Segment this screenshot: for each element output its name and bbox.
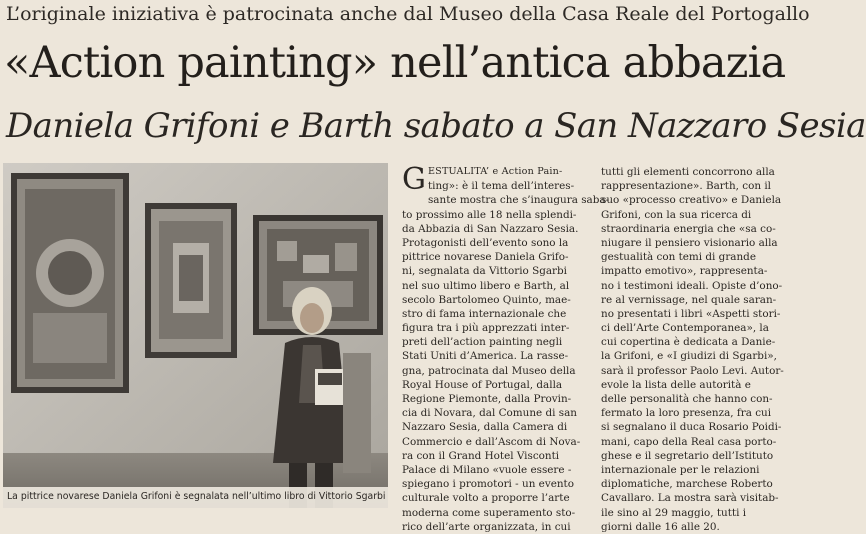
text-line: diplomatiche, marchese Roberto: [601, 478, 773, 491]
text-line: to prossimo alle 18 nella splendi-: [402, 208, 577, 221]
text-line: ci dell’Arte Contemporanea», la: [601, 322, 769, 335]
text-line: culturale volto a proporre l’arte: [402, 492, 570, 505]
photo-caption: La pittrice novarese Daniela Grifoni è segnalata nell’ultimo libro di Vittorio Sgarbi: [7, 491, 386, 502]
text-line: ile sino al 29 maggio, tutti i: [601, 506, 747, 519]
text-line: si segnalano il duca Rosario Poidi-: [601, 421, 782, 434]
text-line: Protagonisti dell’evento sono la: [402, 236, 569, 249]
text-line: impatto emotivo», rappresenta-: [601, 265, 768, 278]
article-kicker: L’originale iniziativa è patrocinata anche dal Museo della Casa Reale del Portogallo: [6, 3, 810, 25]
text-line: Grifoni, con la sua ricerca di: [601, 208, 752, 221]
text-line: rico dell’arte organizzata, in cui: [402, 520, 571, 533]
text-line: cui copertina è dedicata a Danie-: [601, 336, 776, 349]
text-line: pittrice novarese Daniela Grifo-: [402, 251, 569, 264]
text-line: spiegano i promotori - un evento: [402, 478, 574, 491]
text-line: tutti gli elementi concorrono alla: [601, 166, 775, 178]
article-column-1: [402, 162, 610, 534]
text-line: la Grifoni, e «I giudizi di Sgarbi»,: [601, 350, 777, 363]
text-line: re al vernissage, nel quale saran-: [601, 293, 777, 306]
text-line: ESTUALITA’ e Action Pain-: [427, 166, 563, 177]
text-line: ghese e il segretario dell’Istituto: [601, 449, 774, 462]
article-headline: «Action painting» nell’antica abbazia: [4, 38, 786, 88]
article-subhead: Daniela Grifoni e Barth sabato a San Nazzaro Sesia: [6, 106, 866, 146]
article-photo: [3, 163, 388, 508]
text-line: internazionale per le relazioni: [601, 463, 760, 476]
text-line: no presentati i libri «Aspetti stori-: [601, 307, 781, 320]
text-line: ni, segnalata da Vittorio Sgarbi: [402, 265, 567, 278]
text-line: niugare il pensiero visionario alla: [601, 236, 778, 249]
text-line: mani, capo della Real casa porto-: [601, 435, 777, 448]
text-line: figura tra i più apprezzati inter-: [402, 322, 570, 335]
text-line: delle personalità che hanno con-: [601, 393, 773, 405]
text-line: Regione Piemonte, dalla Provin-: [402, 393, 572, 405]
text-line: Nazzaro Sesia, dalla Camera di: [402, 421, 568, 434]
text-line: Cavallaro. La mostra sarà visitab-: [601, 492, 779, 505]
text-line: cia di Novara, dal Comune di san: [402, 407, 577, 420]
text-line: nel suo ultimo libero e Barth, al: [402, 279, 570, 292]
text-line: Commercio e dall’Ascom di Nova-: [402, 435, 581, 448]
text-line: gna, patrocinata dal Museo della: [402, 364, 576, 377]
text-line: giorni dalle 16 alle 20.: [601, 520, 720, 533]
drop-cap: G: [402, 162, 426, 197]
text-line: no i testimoni ideali. Opiste d’ono-: [601, 279, 783, 292]
painting-middle: [145, 203, 237, 358]
text-line: gestualità con temi di grande: [601, 251, 756, 264]
text-line: sante mostra che s’inaugura saba-: [427, 194, 610, 207]
text-line: stro di fama internazionale che: [402, 307, 567, 320]
painting-left: [11, 173, 129, 393]
text-line: sarà il professor Paolo Levi. Autor-: [601, 364, 784, 377]
article-column-2: [601, 165, 797, 534]
text-line: preti dell’action painting negli: [402, 336, 563, 349]
text-line: Royal House of Portugal, dalla: [402, 378, 563, 391]
text-line: Stati Uniti d’America. La rasse-: [402, 350, 569, 363]
text-line: straordinaria energia che «sa co-: [601, 222, 776, 235]
gallery-scene-image: [3, 163, 388, 508]
text-line: moderna come superamento sto-: [402, 506, 576, 519]
text-line: da Abbazia di San Nazzaro Sesia.: [402, 222, 579, 235]
text-line: fermato la loro presenza, fra cui: [601, 407, 772, 420]
text-line: ra con il Grand Hotel Visconti: [402, 449, 560, 462]
text-line: evole la lista delle autorità e: [601, 378, 751, 391]
text-line: rappresentazione». Barth, con il: [601, 180, 771, 193]
text-line: Palace di Milano «vuole essere -: [402, 463, 572, 476]
text-line: secolo Bartolomeo Quinto, mae-: [402, 293, 571, 306]
caption-bar: [3, 487, 388, 508]
text-line: ting»: è il tema dell’interes-: [427, 180, 575, 193]
text-line: suo «processo creativo» e Daniela: [601, 194, 782, 207]
